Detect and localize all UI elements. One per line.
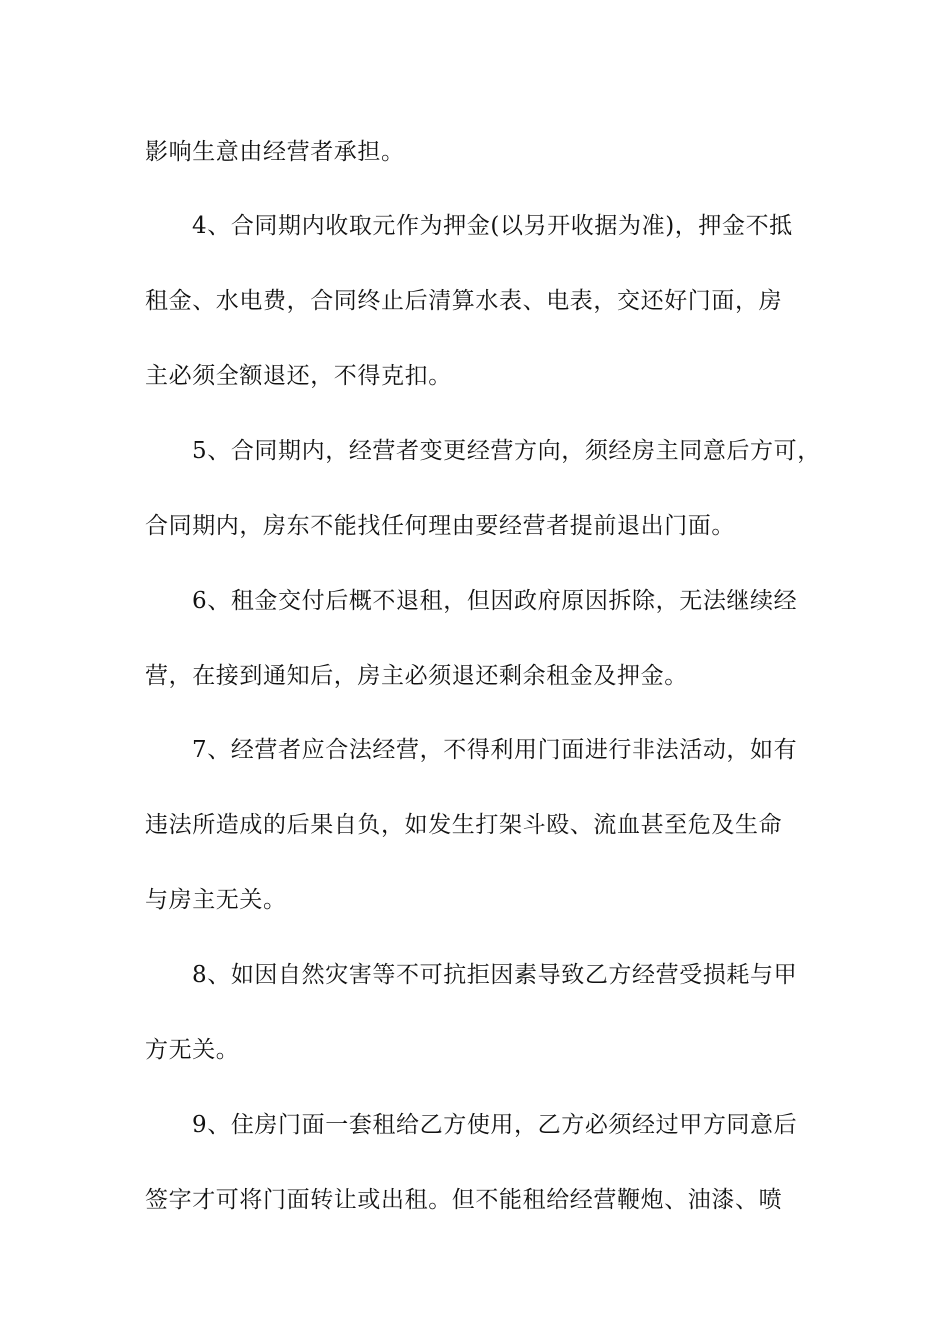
clause-7-line: 7、经营者应合法经营，不得利用门面进行非法活动，如有	[192, 737, 798, 763]
clause-8-line: 8、如因自然灾害等不可抗拒因素导致乙方经营受损耗与甲	[192, 962, 798, 988]
clause-4-line: 4、合同期内收取元作为押金(以另开收据为准)，押金不抵	[192, 213, 793, 239]
paragraph-line: 主必须全额退还，不得克扣。	[145, 363, 452, 389]
paragraph-line: 与房主无关。	[145, 887, 287, 913]
clause-5-line: 5、合同期内，经营者变更经营方向，须经房主同意后方可，	[192, 438, 821, 464]
paragraph-line: 租金、水电费，合同终止后清算水表、电表，交还好门面，房	[145, 288, 783, 314]
clause-6-line: 6、租金交付后概不退租，但因政府原因拆除，无法继续经	[192, 588, 798, 614]
paragraph-line: 营，在接到通知后，房主必须退还剩余租金及押金。	[145, 663, 688, 689]
paragraph-line: 违法所造成的后果自负，如发生打架斗殴、流血甚至危及生命	[145, 812, 783, 838]
clause-9-line: 9、住房门面一套租给乙方使用，乙方必须经过甲方同意后	[192, 1112, 798, 1138]
paragraph-line: 签字才可将门面转让或出租。但不能租给经营鞭炮、油漆、喷	[145, 1187, 783, 1213]
paragraph-line: 合同期内，房东不能找任何理由要经营者提前退出门面。	[145, 513, 735, 539]
paragraph-line: 方无关。	[145, 1037, 240, 1063]
paragraph-line: 影响生意由经营者承担。	[145, 139, 405, 165]
